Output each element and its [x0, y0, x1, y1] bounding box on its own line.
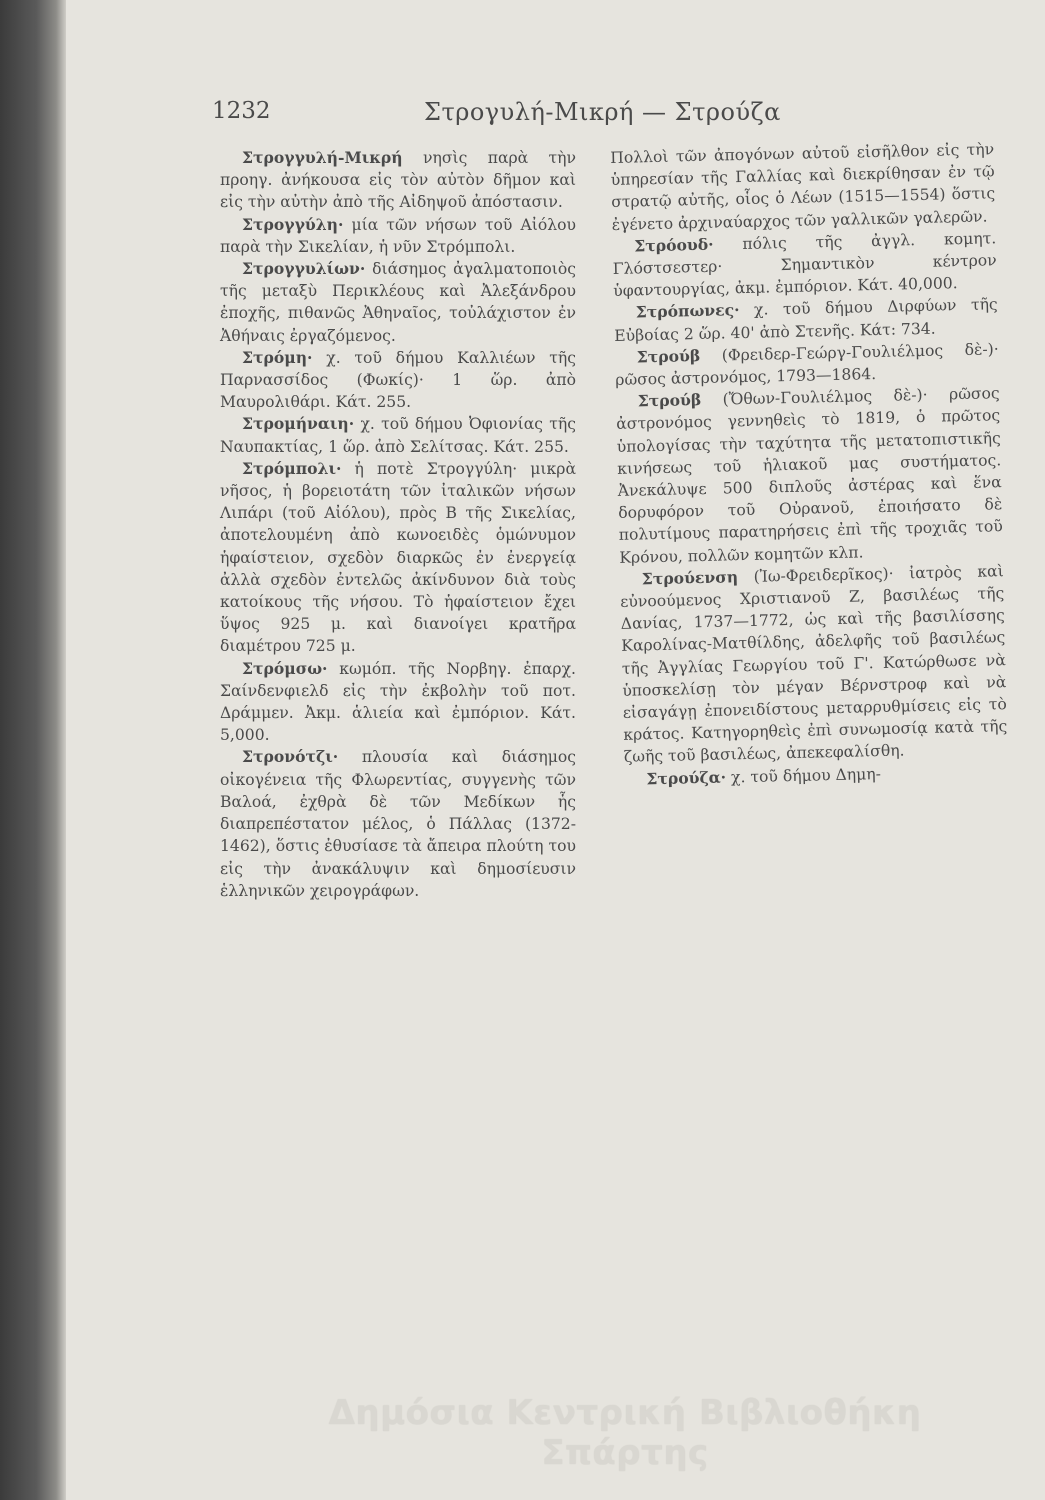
entry-text: χ. τοῦ δήμου Καλλιέων τῆς Παρνασσίδος (Φωκίς)· 1 ὥρ. ἀπὸ Μαυρολιθάρι. Κάτ. 255.	[220, 348, 576, 412]
dictionary-entry	[220, 147, 576, 214]
dictionary-entry	[610, 138, 996, 236]
dictionary-entry	[220, 214, 576, 258]
entry-text: (Ὄθων-Γουλιέλμος δὲ-)· ρῶσος ἀστρονόμος γεννηθεὶς τὸ 1819, ὁ πρῶτος ὑπολογίσας τὴν ταχύτητα τῆς μετατοπιστικῆς κινήσεως τοῦ ἡλιακοῦ μας συστήματος. Ἀνεκάλυψε 500 διπλοῦς ἀστέρας καὶ ἕνα δορυφόρον τοῦ Οὐρανοῦ, ἐποιήσατο δὲ πολυτίμους παρατηρήσεις ἐπὶ τῆς τροχιᾶς τοῦ Κρόνου, πολλῶν κομητῶν κλπ.	[616, 384, 1003, 567]
entry-headword: Στρογγυλίων·	[242, 259, 366, 279]
entry-headword: Στρούβ	[636, 345, 701, 367]
entry-text: χ. τοῦ δήμου Δημη-	[725, 764, 882, 787]
entry-headword: Στρούβ	[637, 390, 702, 411]
entry-text: μία τῶν νήσων τοῦ Αἰόλου παρὰ τὴν Σικελίαν, ἡ νῦν Στρόμπολι.	[220, 215, 576, 256]
entry-text: κωμόπ. τῆς Νορβηγ. ἐπαρχ. Σαίνδενφιελδ εἰς τὴν ἐκβολὴν τοῦ ποτ. Δράμμεν. Ἀκμ. ἁλιεία καὶ ἐμπόριον. Κάτ. 5,000.	[220, 659, 576, 745]
library-watermark: Δημόσια Κεντρική Βιβλιοθήκη Σπάρτης	[328, 1393, 922, 1473]
entry-text: χ. τοῦ δήμου Διρφύων τῆς Εὐβοίας 2 ὥρ. 40' ἀπὸ Στενῆς. Κάτ: 734.	[614, 295, 998, 345]
page-header	[212, 98, 972, 134]
entry-text: (Φρειδερ-Γεώργ-Γουλιέλμος δὲ-)· ρῶσος ἀστρονόμος, 1793—1864.	[615, 340, 999, 389]
dictionary-entry	[616, 382, 1004, 568]
dictionary-entry	[220, 258, 576, 347]
entry-text: πλουσία καὶ διάσημος οἰκογένεια τῆς Φλωρεντίας, συγγενὴς τῶν Βαλοά, ἐχθρὰ δὲ τῶν Μεδίκων ἧς διαπρεπέστατον μέλος, ὁ Πάλλας (1372-1462), ὅστις ἐθυσίασε τὰ ἄπειρα πλούτη του εἰς τὴν ἀνακάλυψιν καὶ δημοσίευσιν ἑλληνικῶν χειρογράφων.	[220, 748, 576, 900]
dictionary-entry	[612, 227, 997, 302]
dictionary-entry	[220, 746, 576, 901]
dictionary-entry	[620, 560, 1008, 768]
right-column	[610, 138, 1009, 790]
entry-text: Πολλοὶ τῶν ἀπογόνων αὐτοῦ εἰσῆλθον εἰς τὴν ὑπηρεσίαν τῆς Γαλλίας καὶ διεκρίθησαν ἐν τῷ στρατῷ αὐτῆς, οἷος ὁ Λέων (1515—1554) ὅστις ἐγένετο ἀρχιναύαρχος τῶν γαλλικῶν γαλερῶν.	[610, 140, 996, 234]
entry-headword: Στρόμσω·	[242, 658, 328, 678]
page-number: 1232	[212, 98, 271, 124]
dictionary-entry	[220, 658, 576, 747]
entry-headword: Στρογγυλή-Μικρή	[242, 148, 403, 167]
entry-headword: Στρόουδ·	[634, 234, 714, 256]
dictionary-entry	[220, 347, 576, 414]
entry-headword: Στρούενση	[641, 567, 739, 589]
entry-text: διάσημος ἀγαλματοποιὸς τῆς μεταξὺ Περικλέους καὶ Ἀλεξάνδρου ἐποχῆς, πιθανῶς Ἀθηναῖος, τοὐλάχιστον ἐν Ἀθήναις ἐργαζόμενος.	[220, 260, 576, 345]
left-column	[220, 147, 576, 902]
entry-headword: Στρόπωνες·	[635, 300, 740, 322]
entry-headword: Στρόμπολι·	[242, 458, 342, 478]
running-head: Στρογυλή-Μικρή — Στρούζα	[424, 98, 781, 126]
book-gutter-shadow	[0, 0, 66, 1500]
dictionary-entry	[220, 458, 576, 658]
entry-text: πόλις τῆς ἀγγλ. κομητ. Γλόστσεστερ· Σημαντικὸν κέντρον ὑφαντουργίας, ἀκμ. ἐμπόριον. Κάτ. 40,000.	[612, 229, 997, 301]
entry-text: ἡ ποτὲ Στρογγύλη· μικρὰ νῆσος, ἡ βορειοτάτη τῶν ἰταλικῶν νήσων Λιπάρι (τοῦ Αἰόλου), πρὸς Β τῆς Σικελίας, ἀποτελουμένη ἀπὸ κωνοειδὲς ὁμώνυμον ἡφαίστειον, σχεδὸν διαρκῶς ἐν ἐνεργείᾳ ἀλλὰ σχεδὸν ἐντελῶς ἀκίνδυνον διὰ τοὺς κατοίκους τῆς νήσου. Τὸ ἡφαίστειον ἔχει ὕψος 925 μ. καὶ διανοίγει κρατῆρα διαμέτρου 725 μ.	[220, 459, 576, 656]
entry-text: νησὶς παρὰ τὴν προηγ. ἀνήκουσα εἰς τὸν αὐτὸν δῆμον καὶ εἰς τὴν αὐτὴν ἀπὸ τῆς Αἰδηψοῦ ἀπόστασιν.	[220, 149, 576, 212]
entry-headword: Στρονότζι·	[242, 747, 339, 767]
entry-headword: Στρόμη·	[242, 347, 313, 367]
entry-text: χ. τοῦ δήμου Ὀφιονίας τῆς Ναυπακτίας, 1 ὥρ. ἀπὸ Σελίτσας. Κάτ. 255.	[220, 415, 576, 456]
dictionary-entry	[220, 413, 576, 457]
entry-headword: Στρογγύλη·	[242, 214, 344, 234]
entry-text: (Ἰω-Φρειδερῖκος)· ἰατρὸς καὶ εὐνοούμενος Χριστιανοῦ Ζ, βασιλέως τῆς Δανίας, 1737—1772, ὡς καὶ τῆς βασιλίσσης Καρολίνας-Ματθίλδης, ἀδελφῆς τοῦ βασιλέως τῆς Ἀγγλίας Γεωργίου τοῦ Γ'. Κατώρθωσε νὰ ὑποσκελίσῃ τὸν μέγαν Βέρνστροφ καὶ νὰ εἰσαγάγῃ ἐπονειδίστους μεταρρυθμίσεις εἰς τὸ κράτος. Κατηγορηθεὶς ἐπὶ συνωμοσίᾳ κατὰ τῆς ζωῆς τοῦ βασιλέως, ἀπεκεφαλίσθη.	[620, 562, 1008, 767]
entry-headword: Στρομήναιη·	[242, 414, 355, 434]
entry-headword: Στρούζα·	[646, 767, 727, 789]
